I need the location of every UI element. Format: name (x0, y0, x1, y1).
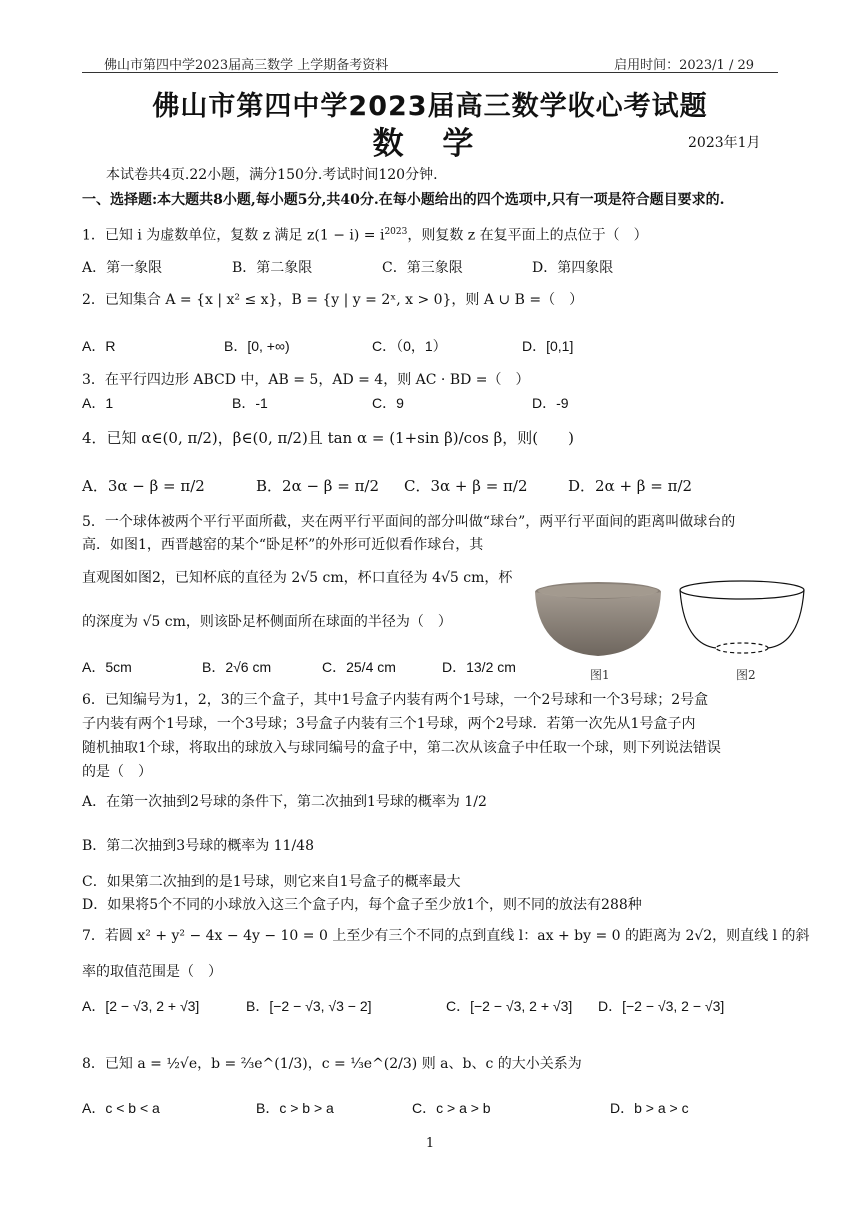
q1-option-d: D．第四象限 (532, 260, 614, 276)
q2-option-b: B．[0, +∞) (224, 338, 290, 354)
q8-stem: 8．已知 a = ½√e，b = ⅔e^(1/3)，c = ⅓e^(2/3) 则 a、b、c 的大小关系为 (82, 1056, 582, 1072)
q4-option-d: D．2α + β = π/2 (568, 477, 693, 495)
q6-option-a: A．在第一次抽到2号球的条件下，第二次抽到1号球的概率为 1/2 (82, 794, 487, 810)
q6-option-c: C．如果第二次抽到的是1号球，则它来自1号盒子的概率最大 (82, 874, 461, 890)
q8-option-b: B．c > b > a (256, 1100, 334, 1116)
q6-line-1: 6．已知编号为1，2，3的三个盒子，其中1号盒子内装有两个1号球，一个2号球和一个3号球；2号盒 (82, 692, 709, 708)
q5-option-c: C．25/4 cm (322, 659, 396, 675)
q3-option-b: B．-1 (232, 395, 268, 411)
q6-line-2: 子内装有两个1号球，一个3号球；3号盒子内装有三个1号球，两个2号球．若第一次先从1号盒子内 (82, 716, 696, 732)
page-header (82, 52, 778, 73)
q5-option-a: A．5cm (82, 659, 132, 675)
header-right: 启用时间：2023/1 / 29 (614, 58, 754, 73)
q5-option-d: D．13/2 cm (442, 659, 516, 675)
q6-line-3: 随机抽取1个球，将取出的球放入与球同编号的盒子中，第二次从该盒子中任取一个球，则下列说法错误 (82, 740, 721, 756)
q7-line-2: 率的取值范围是（ ） (82, 964, 222, 980)
question-4-stem: 4．已知 α∈(0, π/2)，β∈(0, π/2)且 tan α = (1+sin β)/cos β，则( ) (82, 429, 574, 447)
question-2-stem: 2．已知集合 A = {x | x² ≤ x}，B = {y | y = 2ˣ, x > 0}，则 A ∪ B =（ ） (82, 292, 584, 308)
q5-line-2: 高．如图1，西晋越窑的某个“卧足杯”的外形可近似看作球台，其 (82, 537, 484, 553)
q3-option-a: A．1 (82, 395, 114, 411)
q8-option-c: C．c > a > b (412, 1100, 491, 1116)
exam-subject: 数 学 (372, 126, 488, 162)
q1-stem-start: 1．已知 i 为虚数单位，复数 z 满足 z(1 − i) = i (82, 227, 385, 244)
q7-option-c: C．[−2 − √3, 2 + √3] (446, 998, 573, 1014)
q7-option-a: A．[2 − √3, 2 + √3] (82, 998, 200, 1014)
q7-line-1: 7．若圆 x² + y² − 4x − 4y − 10 = 0 上至少有三个不同的点到直线 l：ax + by = 0 的距离为 2√2，则直线 l 的斜 (82, 928, 810, 944)
q4-option-c: C．3α + β = π/2 (404, 477, 528, 495)
q6-option-d: D．如果将5个不同的小球放入这三个盒子内，每个盒子至少放1个，则不同的放法有288种 (82, 897, 642, 913)
header-left: 佛山市第四中学2023届高三数学 上学期备考资料 (104, 58, 389, 73)
section-heading: 一、选择题:本大题共8小题,每小题5分,共40分.在每小题给出的四个选项中,只有一项是符合题目要求的. (82, 192, 725, 208)
q8-option-a: A．c < b < a (82, 1100, 160, 1116)
exam-date: 2023年1月 (688, 135, 761, 151)
q5-option-b: B．2√6 cm (202, 659, 272, 675)
bowl-photo-figure (532, 578, 664, 660)
q1-option-b: B．第二象限 (232, 260, 313, 276)
q7-option-d: D．[−2 − √3, 2 − √3] (598, 998, 725, 1014)
q5-line-3: 直观图如图2，已知杯底的直径为 2√5 cm，杯口直径为 4√5 cm，杯 (82, 570, 513, 586)
bowl-diagram-figure (676, 578, 808, 660)
q2-option-a: A．R (82, 338, 116, 354)
exam-title: 佛山市第四中学2023届高三数学收心考试题 (152, 91, 708, 122)
q3-option-c: C．9 (372, 395, 404, 411)
q6-line-4: 的是（ ） (82, 764, 152, 780)
q7-option-b: B．[−2 − √3, √3 − 2] (246, 998, 372, 1014)
q2-option-d: D．[0,1] (522, 338, 574, 354)
q5-line-1: 5．一个球体被两个平行平面所截，夹在两平行平面间的部分叫做“球台”，两平行平面间的距离叫做球台的 (82, 514, 736, 530)
figure-1-caption: 图1 (590, 668, 610, 682)
q3-option-d: D．-9 (532, 395, 569, 411)
q1-option-a: A．第一象限 (82, 260, 163, 276)
q4-option-b: B．2α − β = π/2 (256, 477, 380, 495)
q6-option-b: B．第二次抽到3号球的概率为 11/48 (82, 838, 314, 854)
q8-option-d: D．b > a > c (610, 1100, 689, 1116)
page-number: 1 (425, 1136, 435, 1151)
intro-text: 本试卷共4页.22小题，满分150分.考试时间120分钟. (106, 167, 438, 183)
figure-2-caption: 图2 (736, 668, 756, 682)
q1-exponent: 2023 (384, 227, 408, 237)
q4-option-a: A．3α − β = π/2 (82, 477, 205, 495)
q2-option-c: C．（0，1） (372, 338, 447, 354)
question-1-stem (82, 222, 648, 246)
q1-option-c: C．第三象限 (382, 260, 463, 276)
question-3-stem: 3．在平行四边形 ABCD 中，AB = 5，AD = 4，则 AC · BD =（ ） (82, 372, 530, 388)
q5-line-4: 的深度为 √5 cm，则该卧足杯侧面所在球面的半径为（ ） (82, 614, 452, 630)
q1-stem-end: ，则复数 z 在复平面上的点位于（ ） (407, 227, 648, 244)
